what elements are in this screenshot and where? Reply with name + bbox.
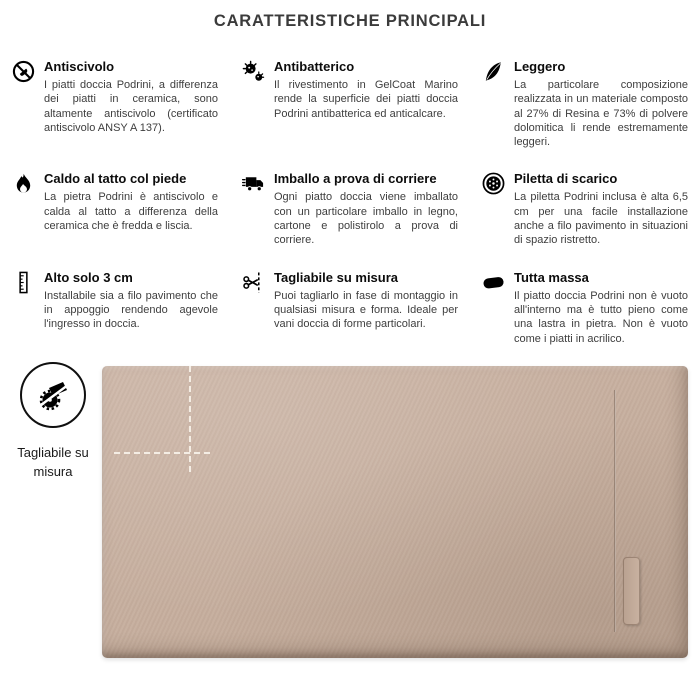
feather-icon <box>482 59 505 83</box>
drain-groove <box>614 390 616 632</box>
feature-description: Il piatto doccia Podrini non è vuoto all'interno ma è tutto pieno come una lastra in pietra. Non è vuoto come i piatti in acrilico. <box>514 289 688 345</box>
flame-icon <box>12 171 35 195</box>
solid-mass-icon <box>482 270 505 294</box>
drain-cover <box>623 557 640 625</box>
feature-description: La piletta Podrini inclusa è alta 6,5 cm per una facile installazione anche a filo pavimento in situazioni di spazio ristretto. <box>514 191 688 247</box>
feature-description: Puoi tagliarlo in fase di montaggio in qualsiasi misura e forma. Ideale per vani doccia di forme particolari. <box>274 289 458 331</box>
feature-description: I piatti doccia Podrini, a differenza dei piatti in ceramica, sono altamente antiscivolo (certificato antiscivolo ANSY A 137). <box>44 79 218 134</box>
cut-line-vertical <box>189 366 191 472</box>
delivery-truck-icon <box>242 171 265 195</box>
shower-tray-image <box>102 366 688 658</box>
feature-caldo-al-tatto <box>12 171 218 247</box>
feature-imballo <box>242 171 458 247</box>
circular-saw-icon <box>20 362 86 428</box>
ruler-icon <box>12 270 35 294</box>
badge-label: Tagliabile su misura <box>17 445 89 479</box>
feature-title: Tagliabile su misura <box>274 269 399 285</box>
cut-to-size-badge <box>10 362 96 482</box>
feature-title: Tutta massa <box>514 269 589 285</box>
drain-icon <box>482 171 505 195</box>
feature-title: Alto solo 3 cm <box>44 269 133 285</box>
feature-description: La pietra Podrini è antiscivolo e calda al tatto a differenza della ceramica che è fredda e liscia. <box>44 191 218 233</box>
feature-piletta <box>482 171 688 247</box>
feature-tutta-massa <box>482 270 688 346</box>
feature-title: Antibatterico <box>274 59 355 74</box>
bacteria-icon <box>242 59 265 83</box>
feature-description: Installabile sia a filo pavimento che in appoggio rendendo agevole l'ingresso in doccia. <box>44 289 218 331</box>
feature-title: Caldo al tatto col piede <box>44 171 187 187</box>
feature-antibatterico <box>242 59 458 149</box>
feature-description: Il rivestimento in GelCoat Marino rende la superficie dei piatti doccia Podrini antibatterica ed anticalcare. <box>274 79 458 120</box>
feature-antiscivolo <box>12 59 218 149</box>
feature-leggero <box>482 59 688 149</box>
feature-title: Piletta di scarico <box>514 171 618 187</box>
feature-title: Imballo a prova di corriere <box>274 171 437 187</box>
features-grid <box>0 31 700 346</box>
feature-title: Antiscivolo <box>44 59 115 74</box>
page-title: CARATTERISTICHE PRINCIPALI <box>213 12 487 30</box>
feature-alto-3cm <box>12 270 218 346</box>
feature-description: Ogni piatto doccia viene imballato con un particolare imballo in legno, cartone e polistirolo a prova di corriere. <box>274 191 458 247</box>
scissors-icon <box>242 270 265 294</box>
feature-title: Leggero <box>514 59 566 74</box>
feature-description: La particolare composizione realizzata in un materiale composto al 27% di Resina e 73% di polvere dolomitica li rende estremamente leggeri. <box>514 79 688 149</box>
feature-tagliabile <box>242 270 458 346</box>
no-slip-icon <box>12 59 35 83</box>
cut-line-horizontal <box>114 452 210 454</box>
